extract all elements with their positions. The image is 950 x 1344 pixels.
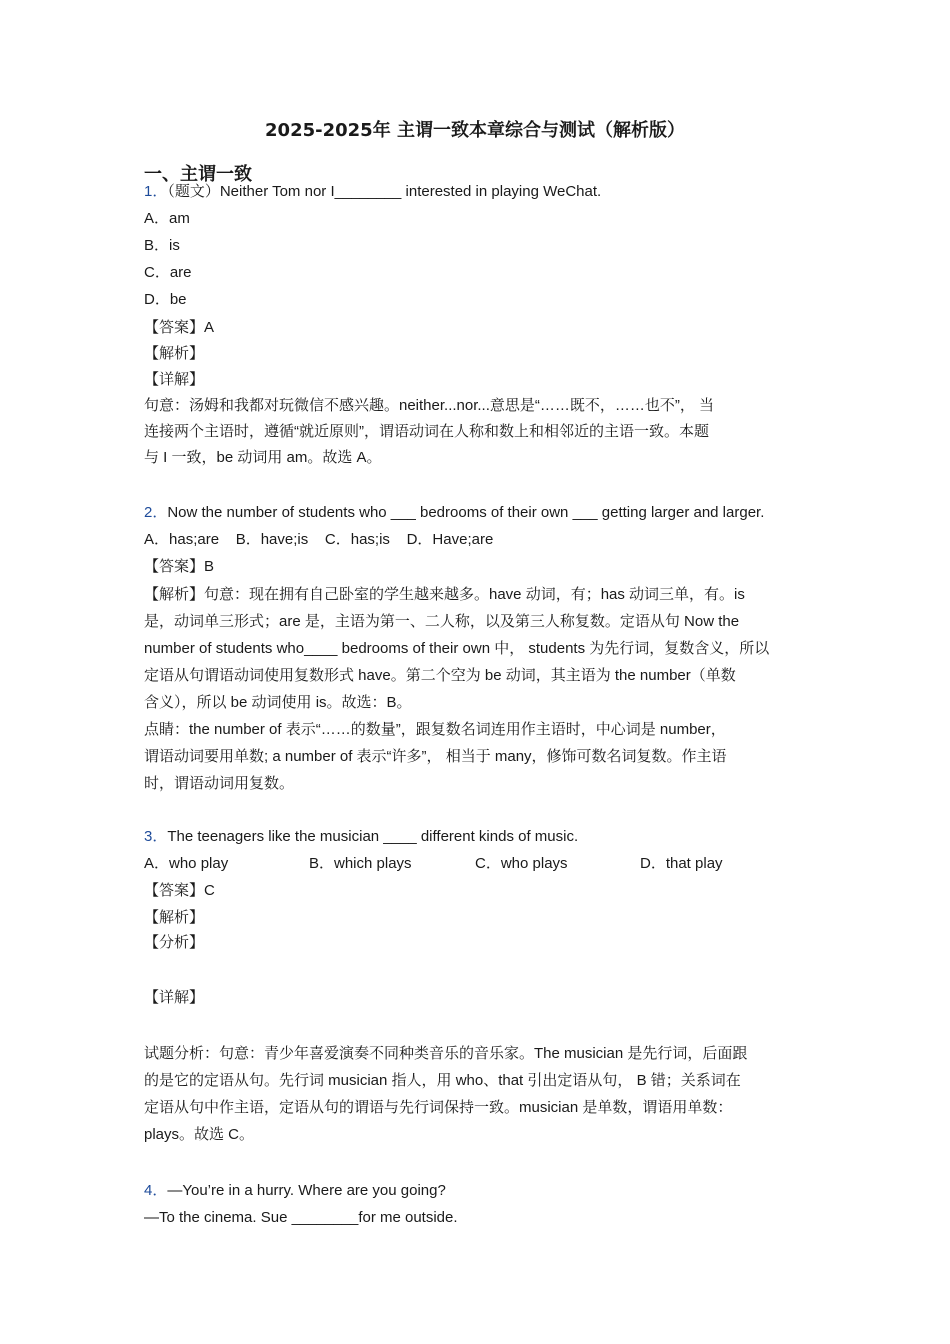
option-b: B．which plays	[309, 855, 412, 872]
question-3	[144, 827, 578, 847]
explanation-line: 时，谓语动词用复数。	[144, 775, 295, 792]
option-d: D．be	[144, 291, 187, 308]
fenxi-label: 【分析】	[144, 934, 205, 951]
option-c: C．who plays	[475, 855, 568, 872]
explanation-line: 含义），所以 be 动词使用 is。故选：B。	[144, 694, 412, 711]
question-stem: Now the number of students who ___ bedrooms of their own ___ getting larger and larger.	[167, 504, 765, 521]
question-1	[144, 182, 601, 202]
answer-label: 【答案】B	[144, 558, 215, 575]
explanation-line: 试题分析：句意：青少年喜爱演奏不同种类音乐的音乐家。The musician 是先行词，后面跟	[144, 1045, 748, 1062]
question-number: 4．	[144, 1182, 168, 1199]
option-a: A．am	[144, 210, 190, 227]
explanation-line: number of students who____ bedrooms of their own 中， students 为先行词，复数含义，所以	[144, 640, 770, 657]
explanation-line: 是，动词单三形式；are 是，主语为第一、二人称，以及第三人称复数。定语从句 Now the	[144, 613, 740, 630]
question-stem: （题文）Neither Tom nor I________ interested in playing WeChat.	[167, 183, 602, 200]
question-number: 1．	[144, 183, 168, 200]
question-2	[144, 503, 764, 523]
explanation-line: 定语从句谓语动词使用复数形式 have。第二个空为 be 动词，其主语为 the number（单数	[144, 667, 736, 684]
analysis-label: 【解析】	[144, 909, 205, 926]
question-stem: The teenagers like the musician ____ different kinds of music.	[167, 828, 579, 845]
explanation-line: 谓语动词要用单数; a number of 表示“许多”， 相当于 many，修饰可数名词复数。作主语	[144, 748, 727, 765]
question-4	[144, 1181, 446, 1201]
section-heading: 一、主谓一致	[144, 164, 252, 185]
answer-label: 【答案】A	[144, 319, 215, 336]
page-title: 2025-2025年 主谓一致本章综合与测试（解析版）	[265, 120, 685, 141]
explanation-line: 点睛：the number of 表示“……的数量”，跟复数名词连用作主语时，中心词是 number，	[144, 721, 726, 738]
question-number: 2．	[144, 504, 168, 521]
option-b: B．is	[144, 237, 180, 254]
analysis-label: 【解析】	[144, 345, 205, 362]
explanation-line: 与 I 一致，be 动词用 am。故选 A。	[144, 449, 382, 466]
question-number: 3．	[144, 828, 168, 845]
explanation-line: 【解析】句意：现在拥有自己卧室的学生越来越多。have 动词，有；has 动词三单，有。is	[144, 586, 745, 603]
explanation-line: 连接两个主语时，遵循“就近原则”，谓语动词在人称和数上和相邻近的主语一致。本题	[144, 423, 709, 440]
dialogue-line: —To the cinema. Sue ________for me outside.	[144, 1209, 458, 1226]
option-a: A．who play	[144, 855, 229, 872]
explanation-line: 定语从句中作主语，定语从句的谓语与先行词保持一致。musician 是单数，谓语用单数：	[144, 1099, 733, 1116]
explanation-line: 的是它的定语从句。先行词 musician 指人，用 who、that 引出定语从句， B 错；关系词在	[144, 1072, 741, 1089]
answer-label: 【答案】C	[144, 882, 215, 899]
detail-label: 【详解】	[144, 371, 205, 388]
detail-label: 【详解】	[144, 989, 205, 1006]
question-stem: —You’re in a hurry. Where are you going?	[167, 1182, 446, 1199]
explanation-line: 句意：汤姆和我都对玩微信不感兴趣。neither...nor...意思是“……既不，……也不”， 当	[144, 397, 715, 414]
option-c: C．are	[144, 264, 192, 281]
options-line: A．has;are B．have;is C．has;is D．Have;are	[144, 531, 494, 548]
explanation-line: plays。故选 C。	[144, 1126, 255, 1143]
option-d: D．that play	[640, 855, 723, 872]
